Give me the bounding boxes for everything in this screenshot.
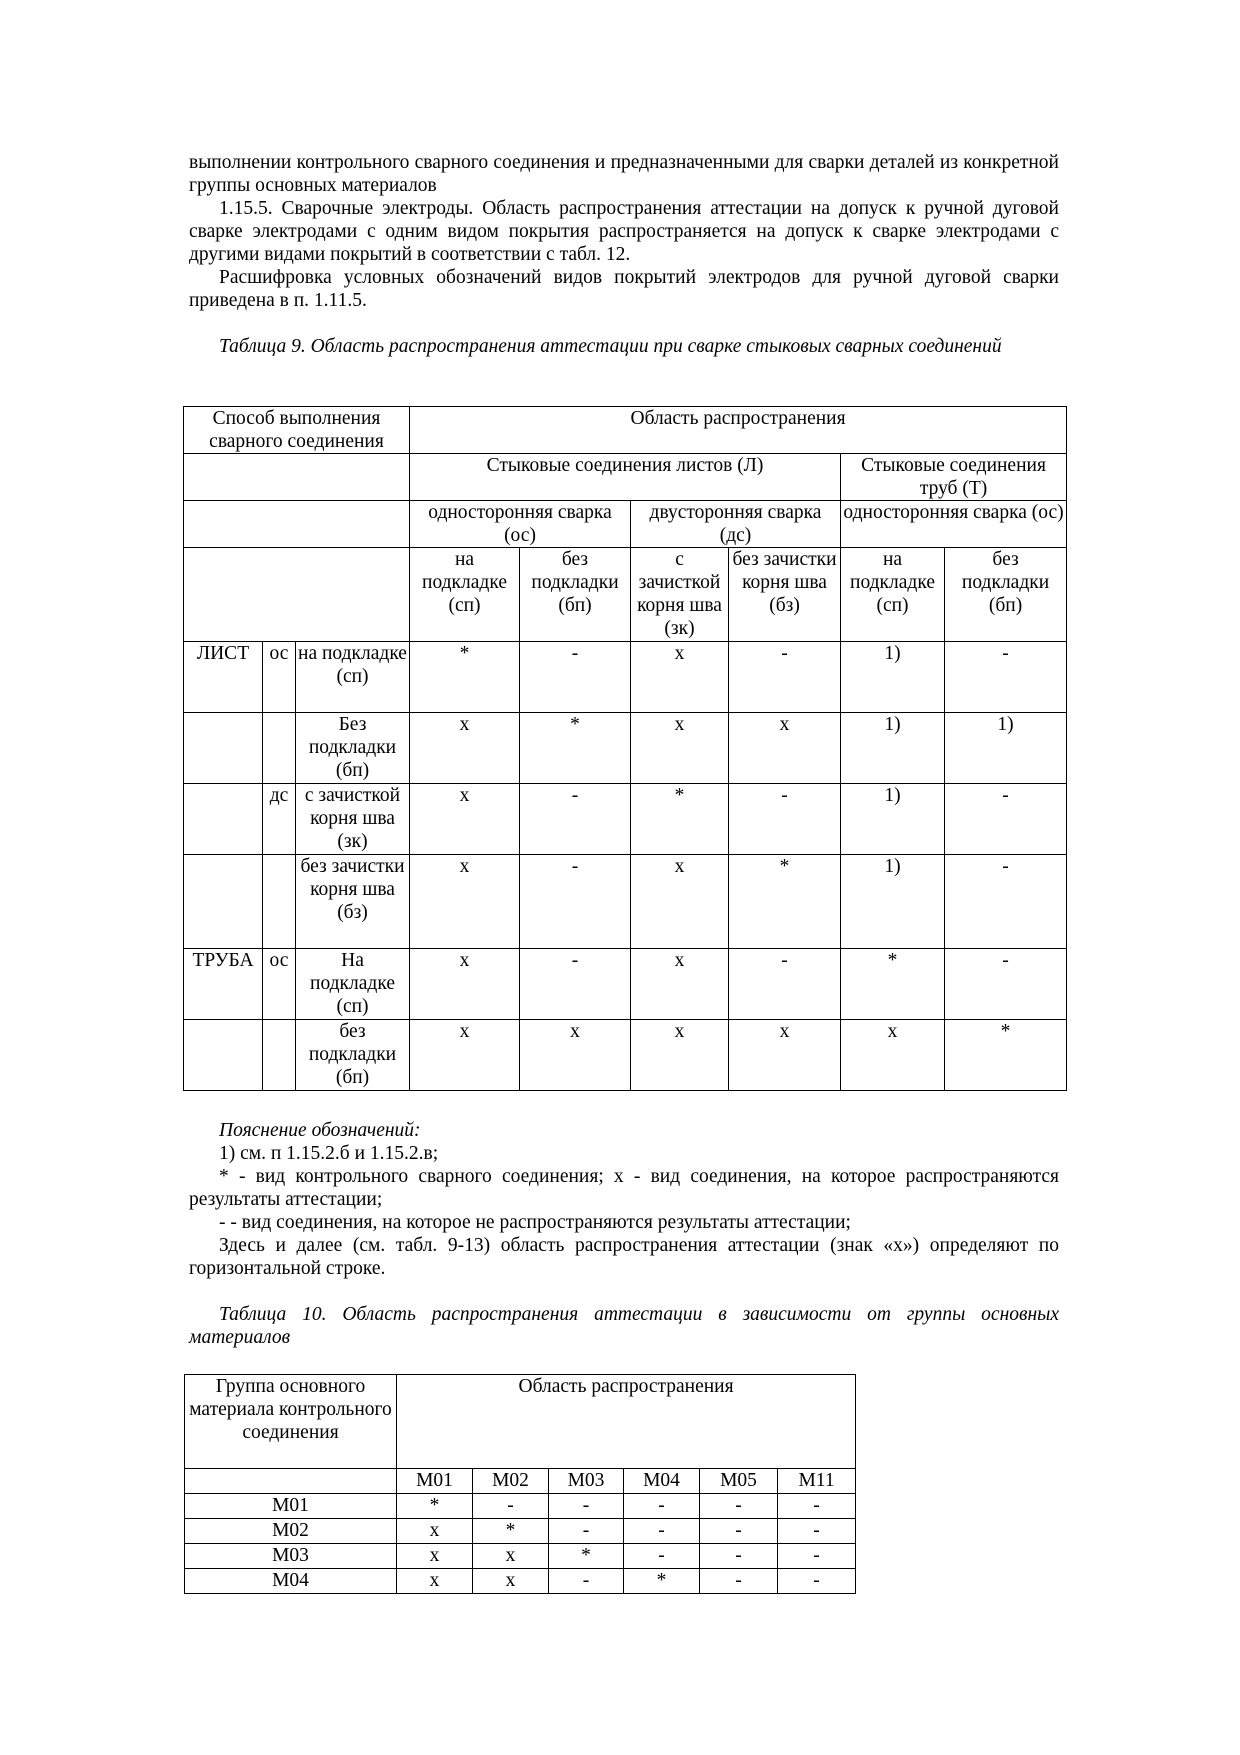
t9-group-cell: [184, 713, 263, 784]
t9-value-cell: *: [729, 855, 841, 949]
note-3: - - вид соединения, на которое не распространяются результаты аттестации;: [219, 1212, 851, 1233]
t9-value-cell: х: [841, 1020, 945, 1091]
t9-method-cell: ос: [263, 642, 296, 713]
table10: [184, 1374, 856, 1594]
t10-header-scope: Область распространения: [397, 1375, 856, 1469]
t9-header-pipes: Стыковые соединения труб (Т): [841, 454, 1067, 501]
t10-group-cell: М03: [185, 1544, 397, 1569]
intro-paragraph-2: 1.15.5. Сварочные электроды. Область распространения аттестации на допуск к ручной дуговой сварке электродами с одним видом покрытия распространяется на допуск к сварке электродами с другими видами покрытий в соответствии с табл. 12.: [189, 198, 1059, 265]
t9-value-cell: *: [945, 1020, 1067, 1091]
t10-value-cell: х: [397, 1569, 473, 1594]
t10-col-header: М04: [624, 1469, 700, 1494]
table-row: [185, 1519, 856, 1544]
t10-value-cell: -: [473, 1494, 549, 1519]
t9-group-cell: ТРУБА: [184, 949, 263, 1020]
t9-value-cell: х: [520, 1020, 631, 1091]
t10-value-cell: -: [700, 1519, 778, 1544]
t10-value-cell: х: [473, 1569, 549, 1594]
t10-value-cell: *: [473, 1519, 549, 1544]
t9-header-scope: Область распространения: [410, 407, 1067, 454]
t9-value-cell: х: [631, 855, 729, 949]
t9-value-cell: х: [631, 642, 729, 713]
t9-subheader: без подкладки (бп): [945, 548, 1067, 642]
t10-value-cell: -: [624, 1544, 700, 1569]
t9-subheader: без зачистки корня шва (бз): [729, 548, 841, 642]
table-row: [184, 949, 1067, 1020]
t9-value-cell: -: [520, 784, 631, 855]
t9-header-os: односторонняя сварка (ос): [410, 501, 631, 548]
t9-value-cell: х: [729, 713, 841, 784]
table-row: [184, 1020, 1067, 1091]
t9-group-cell: [184, 784, 263, 855]
intro-paragraph-1: выполнении контрольного сварного соединения и предназначенными для сварки деталей из конкретной группы основных материалов: [189, 152, 1059, 196]
t9-value-cell: х: [410, 784, 520, 855]
t9-value-cell: 1): [841, 713, 945, 784]
intro-text: [189, 151, 1059, 312]
t9-value-cell: х: [729, 1020, 841, 1091]
t10-header-group: Группа основного материала контрольного соединения: [185, 1375, 397, 1469]
t9-value-cell: х: [631, 713, 729, 784]
t9-value-cell: -: [729, 784, 841, 855]
t9-value-cell: 1): [841, 855, 945, 949]
t9-method-cell: [263, 1020, 296, 1091]
t9-value-cell: -: [945, 784, 1067, 855]
t10-value-cell: *: [624, 1569, 700, 1594]
t10-value-cell: -: [778, 1569, 856, 1594]
table-row: [184, 713, 1067, 784]
table-row: [184, 642, 1067, 713]
t9-header-os-pipe: односторонняя сварка (ос): [841, 501, 1067, 548]
t9-type-cell: с зачисткой корня шва (зк): [296, 784, 410, 855]
t9-header-method: Способ выполнения сварного соединения: [184, 407, 410, 454]
t9-type-cell: На подкладке (сп): [296, 949, 410, 1020]
t10-value-cell: -: [700, 1494, 778, 1519]
t10-value-cell: -: [778, 1494, 856, 1519]
note-2: * - вид контрольного сварного соединения; х - вид соединения, на которое распространяются результаты аттестации;: [189, 1166, 1059, 1210]
t9-value-cell: -: [945, 949, 1067, 1020]
notes-section: [189, 1119, 1059, 1280]
t10-group-cell: М04: [185, 1569, 397, 1594]
t9-type-cell: без подкладки (бп): [296, 1020, 410, 1091]
t9-empty-cell: [184, 454, 410, 501]
t9-value-cell: х: [631, 1020, 729, 1091]
t9-header-sheets: Стыковые соединения листов (Л): [410, 454, 841, 501]
t9-value-cell: -: [945, 642, 1067, 713]
t10-value-cell: *: [549, 1544, 624, 1569]
t9-value-cell: х: [410, 1020, 520, 1091]
t10-col-header: М11: [778, 1469, 856, 1494]
t9-type-cell: Без подкладки (бп): [296, 713, 410, 784]
t10-col-header: М05: [700, 1469, 778, 1494]
t10-value-cell: -: [549, 1494, 624, 1519]
t9-value-cell: х: [410, 713, 520, 784]
t9-value-cell: 1): [841, 784, 945, 855]
t9-value-cell: 1): [945, 713, 1067, 784]
t9-subheader: без подкладки (бп): [520, 548, 631, 642]
t9-value-cell: х: [410, 949, 520, 1020]
t9-value-cell: х: [631, 949, 729, 1020]
t10-group-cell: М01: [185, 1494, 397, 1519]
t10-group-cell: М02: [185, 1519, 397, 1544]
t9-type-cell: без зачистки корня шва (бз): [296, 855, 410, 949]
t9-value-cell: *: [520, 713, 631, 784]
table-row: [185, 1569, 856, 1594]
t9-type-cell: на подкладке (сп): [296, 642, 410, 713]
note-4: Здесь и далее (см. табл. 9-13) область распространения аттестации (знак «х») определяют по горизонтальной строке.: [189, 1235, 1059, 1279]
t10-col-header: М03: [549, 1469, 624, 1494]
note-1: 1) см. п 1.15.2.б и 1.15.2.в;: [219, 1143, 439, 1164]
t10-value-cell: *: [397, 1494, 473, 1519]
t9-subheader: с зачисткой корня шва (зк): [631, 548, 729, 642]
t10-value-cell: -: [549, 1569, 624, 1594]
t10-value-cell: х: [473, 1544, 549, 1569]
t9-value-cell: -: [729, 642, 841, 713]
t9-value-cell: -: [945, 855, 1067, 949]
t9-group-cell: [184, 1020, 263, 1091]
intro-paragraph-3: Расшифровка условных обозначений видов покрытий электродов для ручной дуговой сварки приведена в п. 1.11.5.: [189, 267, 1059, 311]
t9-value-cell: -: [520, 949, 631, 1020]
table-row: [185, 1544, 856, 1569]
t9-value-cell: -: [729, 949, 841, 1020]
t9-method-cell: ос: [263, 949, 296, 1020]
table-row: [184, 855, 1067, 949]
t9-value-cell: -: [520, 642, 631, 713]
t9-empty-cell: [184, 501, 410, 548]
t9-value-cell: *: [410, 642, 520, 713]
t10-value-cell: -: [700, 1544, 778, 1569]
table-row: [185, 1494, 856, 1519]
t9-value-cell: *: [841, 949, 945, 1020]
t9-group-cell: [184, 855, 263, 949]
t9-value-cell: х: [410, 855, 520, 949]
table9: [183, 406, 1067, 1091]
t10-value-cell: -: [624, 1494, 700, 1519]
t10-col-header: М02: [473, 1469, 549, 1494]
t9-empty-cell: [184, 548, 410, 642]
t9-value-cell: *: [631, 784, 729, 855]
t9-method-cell: [263, 855, 296, 949]
t10-value-cell: -: [778, 1544, 856, 1569]
t10-value-cell: х: [397, 1519, 473, 1544]
t9-value-cell: -: [520, 855, 631, 949]
t9-method-cell: [263, 713, 296, 784]
table-row: [184, 784, 1067, 855]
t10-value-cell: х: [397, 1544, 473, 1569]
t9-method-cell: дс: [263, 784, 296, 855]
t10-value-cell: -: [700, 1569, 778, 1594]
t10-empty-cell: [185, 1469, 397, 1494]
t9-group-cell: ЛИСТ: [184, 642, 263, 713]
t9-subheader: на подкладке (сп): [410, 548, 520, 642]
t9-subheader: на подкладке (сп): [841, 548, 945, 642]
table9-caption: Таблица 9. Область распространения аттестации при сварке стыковых сварных соединений: [219, 336, 1002, 357]
t10-value-cell: -: [778, 1519, 856, 1544]
t10-value-cell: -: [549, 1519, 624, 1544]
t9-value-cell: 1): [841, 642, 945, 713]
table10-caption: Таблица 10. Область распространения аттестации в зависимости от группы основных материалов: [189, 1304, 1059, 1348]
t10-value-cell: -: [624, 1519, 700, 1544]
t9-header-ds: двусторонняя сварка (дс): [631, 501, 841, 548]
notes-title: Пояснение обозначений:: [219, 1120, 421, 1141]
t10-col-header: М01: [397, 1469, 473, 1494]
